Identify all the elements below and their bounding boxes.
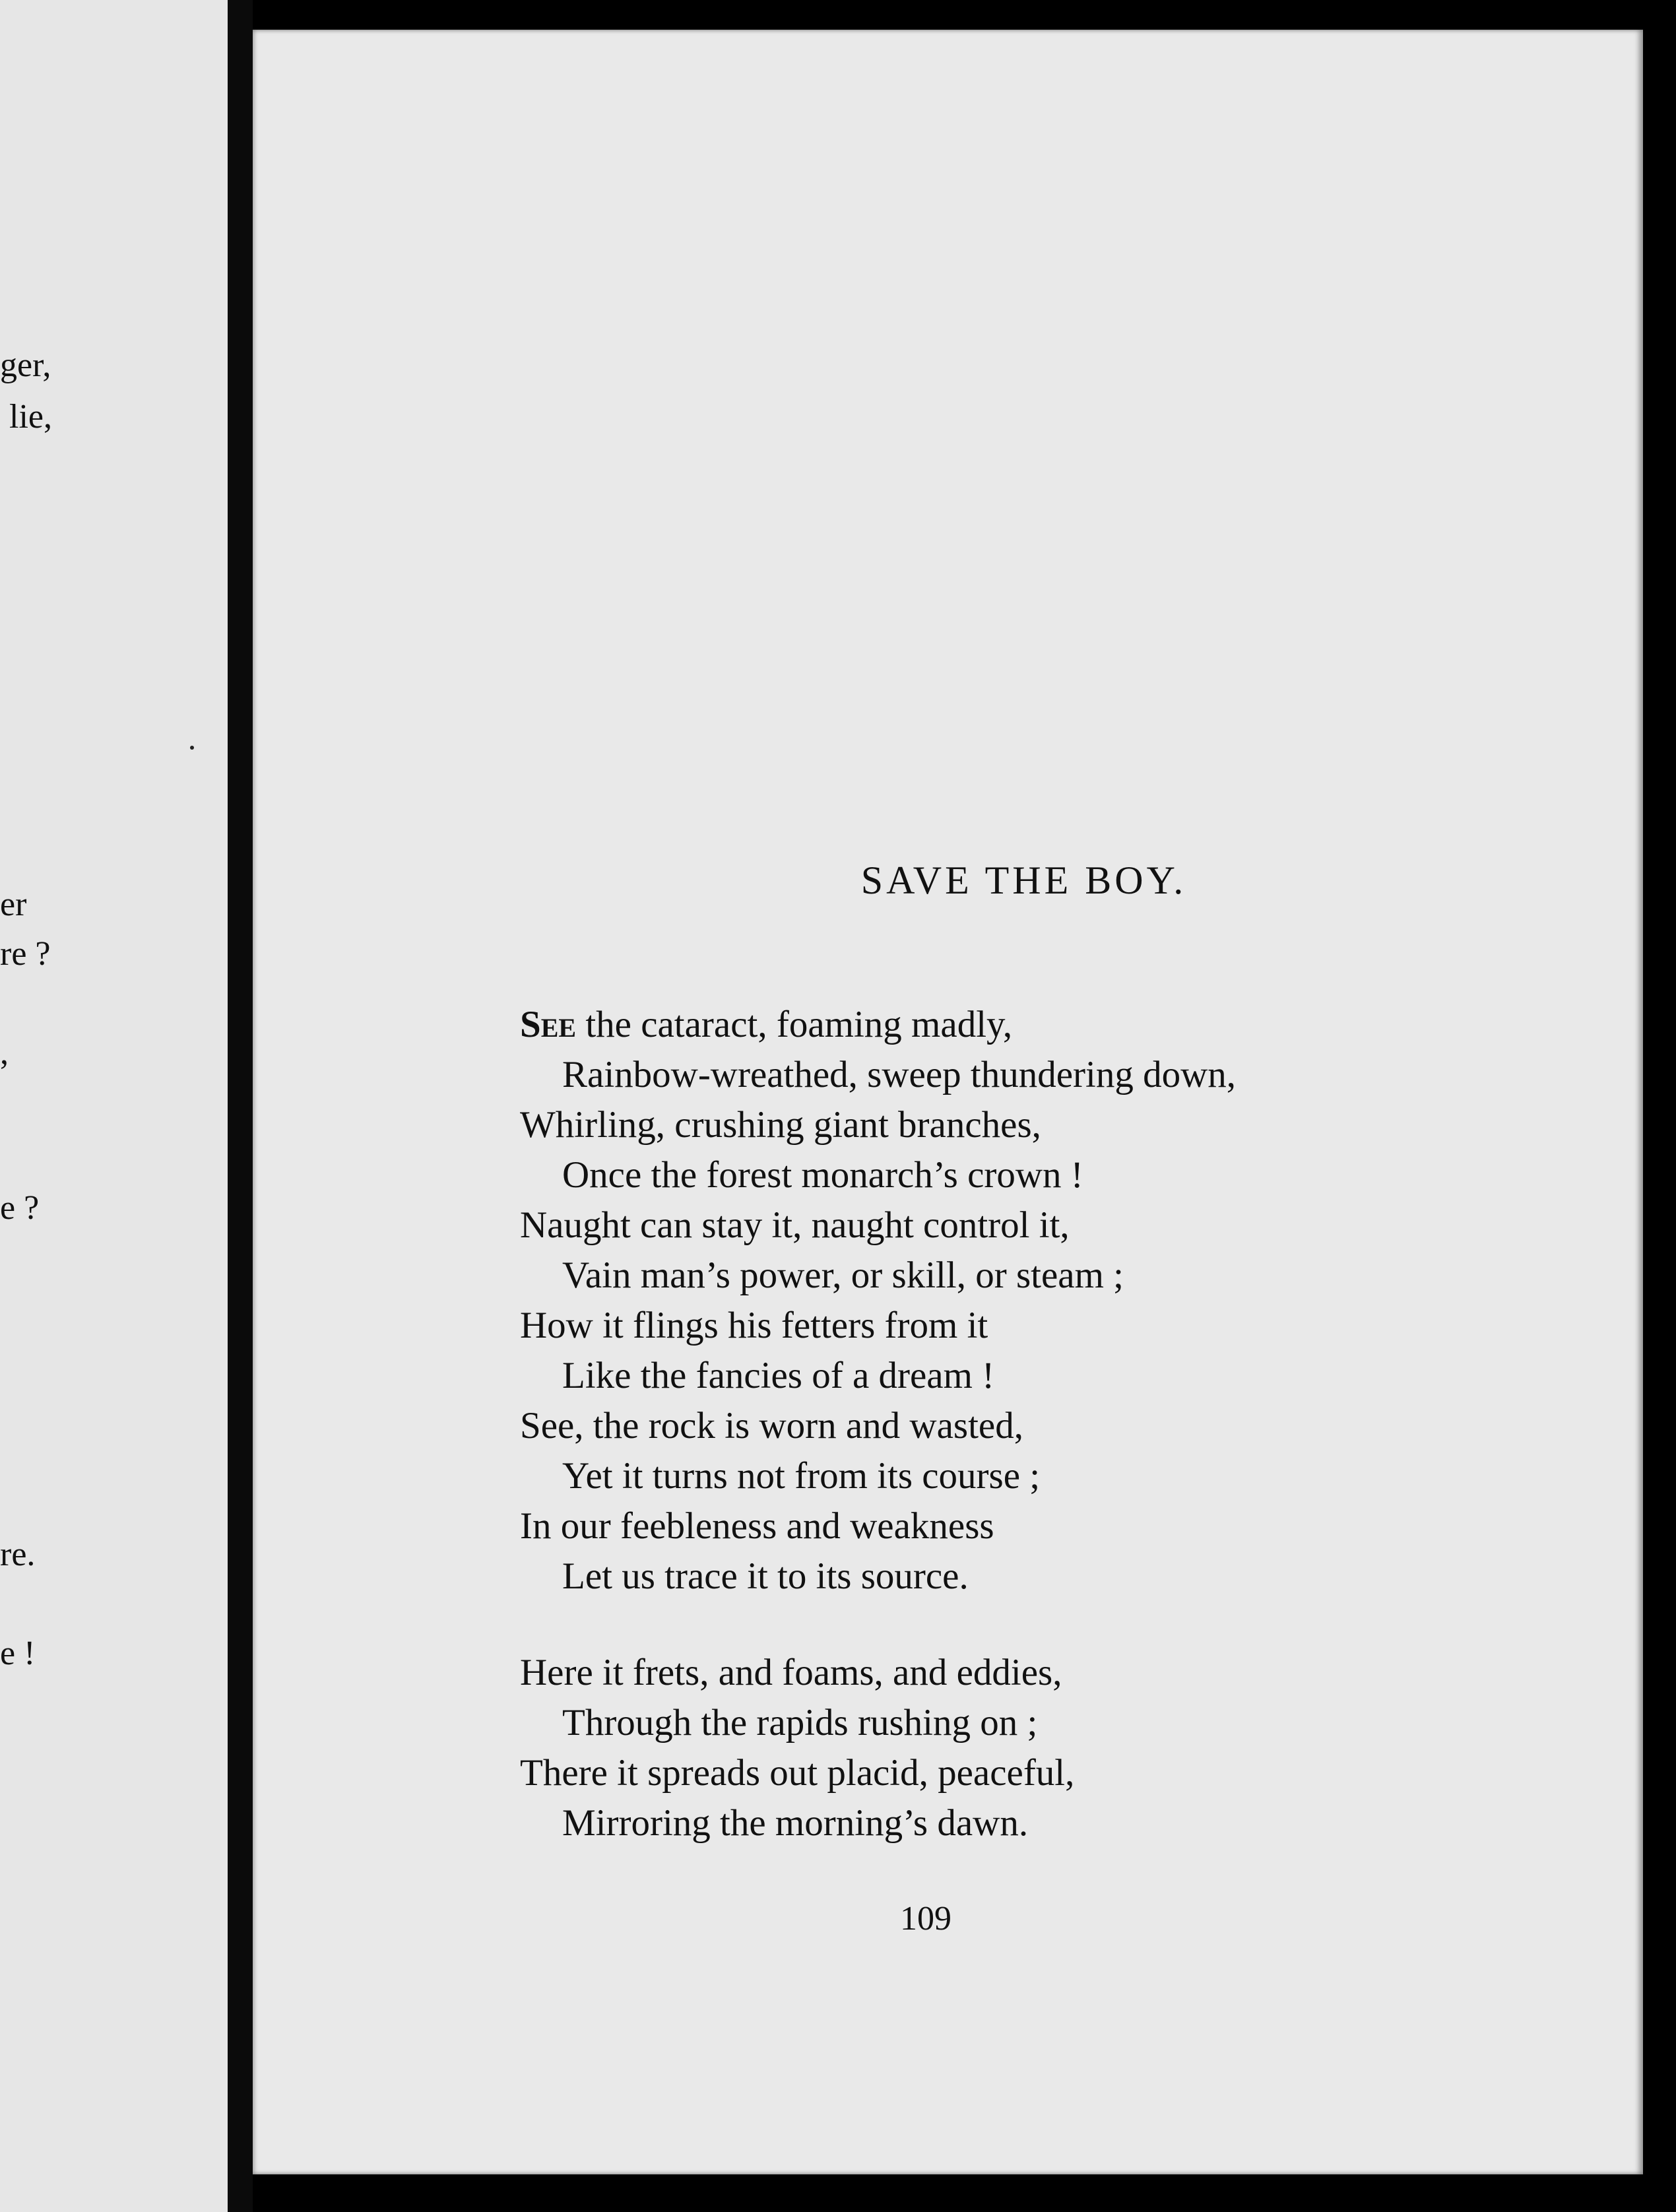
left-fragment: re.: [0, 1536, 36, 1573]
left-fragment: ,: [0, 1034, 9, 1072]
book-gutter: [228, 0, 253, 2212]
poem-line-text: See, the rock is worn and wasted,: [520, 1405, 1023, 1447]
scan-speck: [190, 746, 194, 750]
poem-line: [520, 1551, 1609, 1602]
left-fragment: er: [0, 886, 27, 923]
poem-line-text: There it spreads out placid, peaceful,: [520, 1752, 1075, 1794]
poem-line: [520, 1748, 1609, 1798]
poem-line: [520, 1401, 1609, 1451]
left-fragment: ger,: [0, 346, 51, 384]
poem-line: [520, 1000, 1609, 1050]
poem-line-text: Here it frets, and foams, and eddies,: [520, 1652, 1062, 1693]
poem-line: [520, 1251, 1609, 1301]
poem-line: [520, 1351, 1609, 1401]
poem-line-text: the cataract, foaming madly,: [576, 1004, 1013, 1045]
page-number: 109: [900, 1900, 951, 1937]
poem-line-text: Once the forest monarch’s crown !: [562, 1154, 1083, 1196]
poem-line-text: Rainbow-wreathed, sweep thundering down,: [562, 1054, 1236, 1095]
poem-line: [520, 1451, 1609, 1501]
poem-line-text: Let us trace it to its source.: [562, 1555, 969, 1597]
poem-body: [520, 1000, 1609, 1895]
poem-line: [520, 1501, 1609, 1551]
poem-opening-word: See: [520, 1004, 577, 1045]
right-page: [253, 30, 1643, 2174]
poem-line: [520, 1050, 1609, 1100]
left-fragment: re ?: [0, 935, 51, 973]
left-fragment: e ?: [0, 1189, 40, 1227]
poem-line: [520, 1200, 1609, 1251]
poem-line: [520, 1100, 1609, 1150]
left-fragment: lie,: [9, 398, 52, 436]
poem-line-text: Yet it turns not from its course ;: [562, 1455, 1041, 1497]
left-fragment: e !: [0, 1635, 36, 1672]
poem-line-text: Like the fancies of a dream !: [562, 1355, 995, 1396]
poem-line: [520, 1798, 1609, 1848]
left-page: [0, 0, 228, 2212]
poem-line-text: Vain man’s power, or skill, or steam ;: [562, 1254, 1124, 1296]
poem-line: [520, 1150, 1609, 1200]
poem-line-text: How it flings his fetters from it: [520, 1305, 988, 1346]
poem-line-text: Naught can stay it, naught control it,: [520, 1204, 1070, 1246]
poem-line-text: In our feebleness and weakness: [520, 1505, 994, 1547]
poem-stanza: [520, 1648, 1609, 1848]
poem-line: [520, 1698, 1609, 1748]
poem-line: [520, 1301, 1609, 1351]
poem-line-text: Whirling, crushing giant branches,: [520, 1104, 1041, 1146]
poem-line: [520, 1648, 1609, 1698]
poem-stanza: [520, 1000, 1609, 1602]
poem-title: SAVE THE BOY.: [860, 859, 1187, 902]
poem-line-text: Through the rapids rushing on ;: [562, 1702, 1038, 1743]
poem-line-text: Mirroring the morning’s dawn.: [562, 1802, 1029, 1844]
